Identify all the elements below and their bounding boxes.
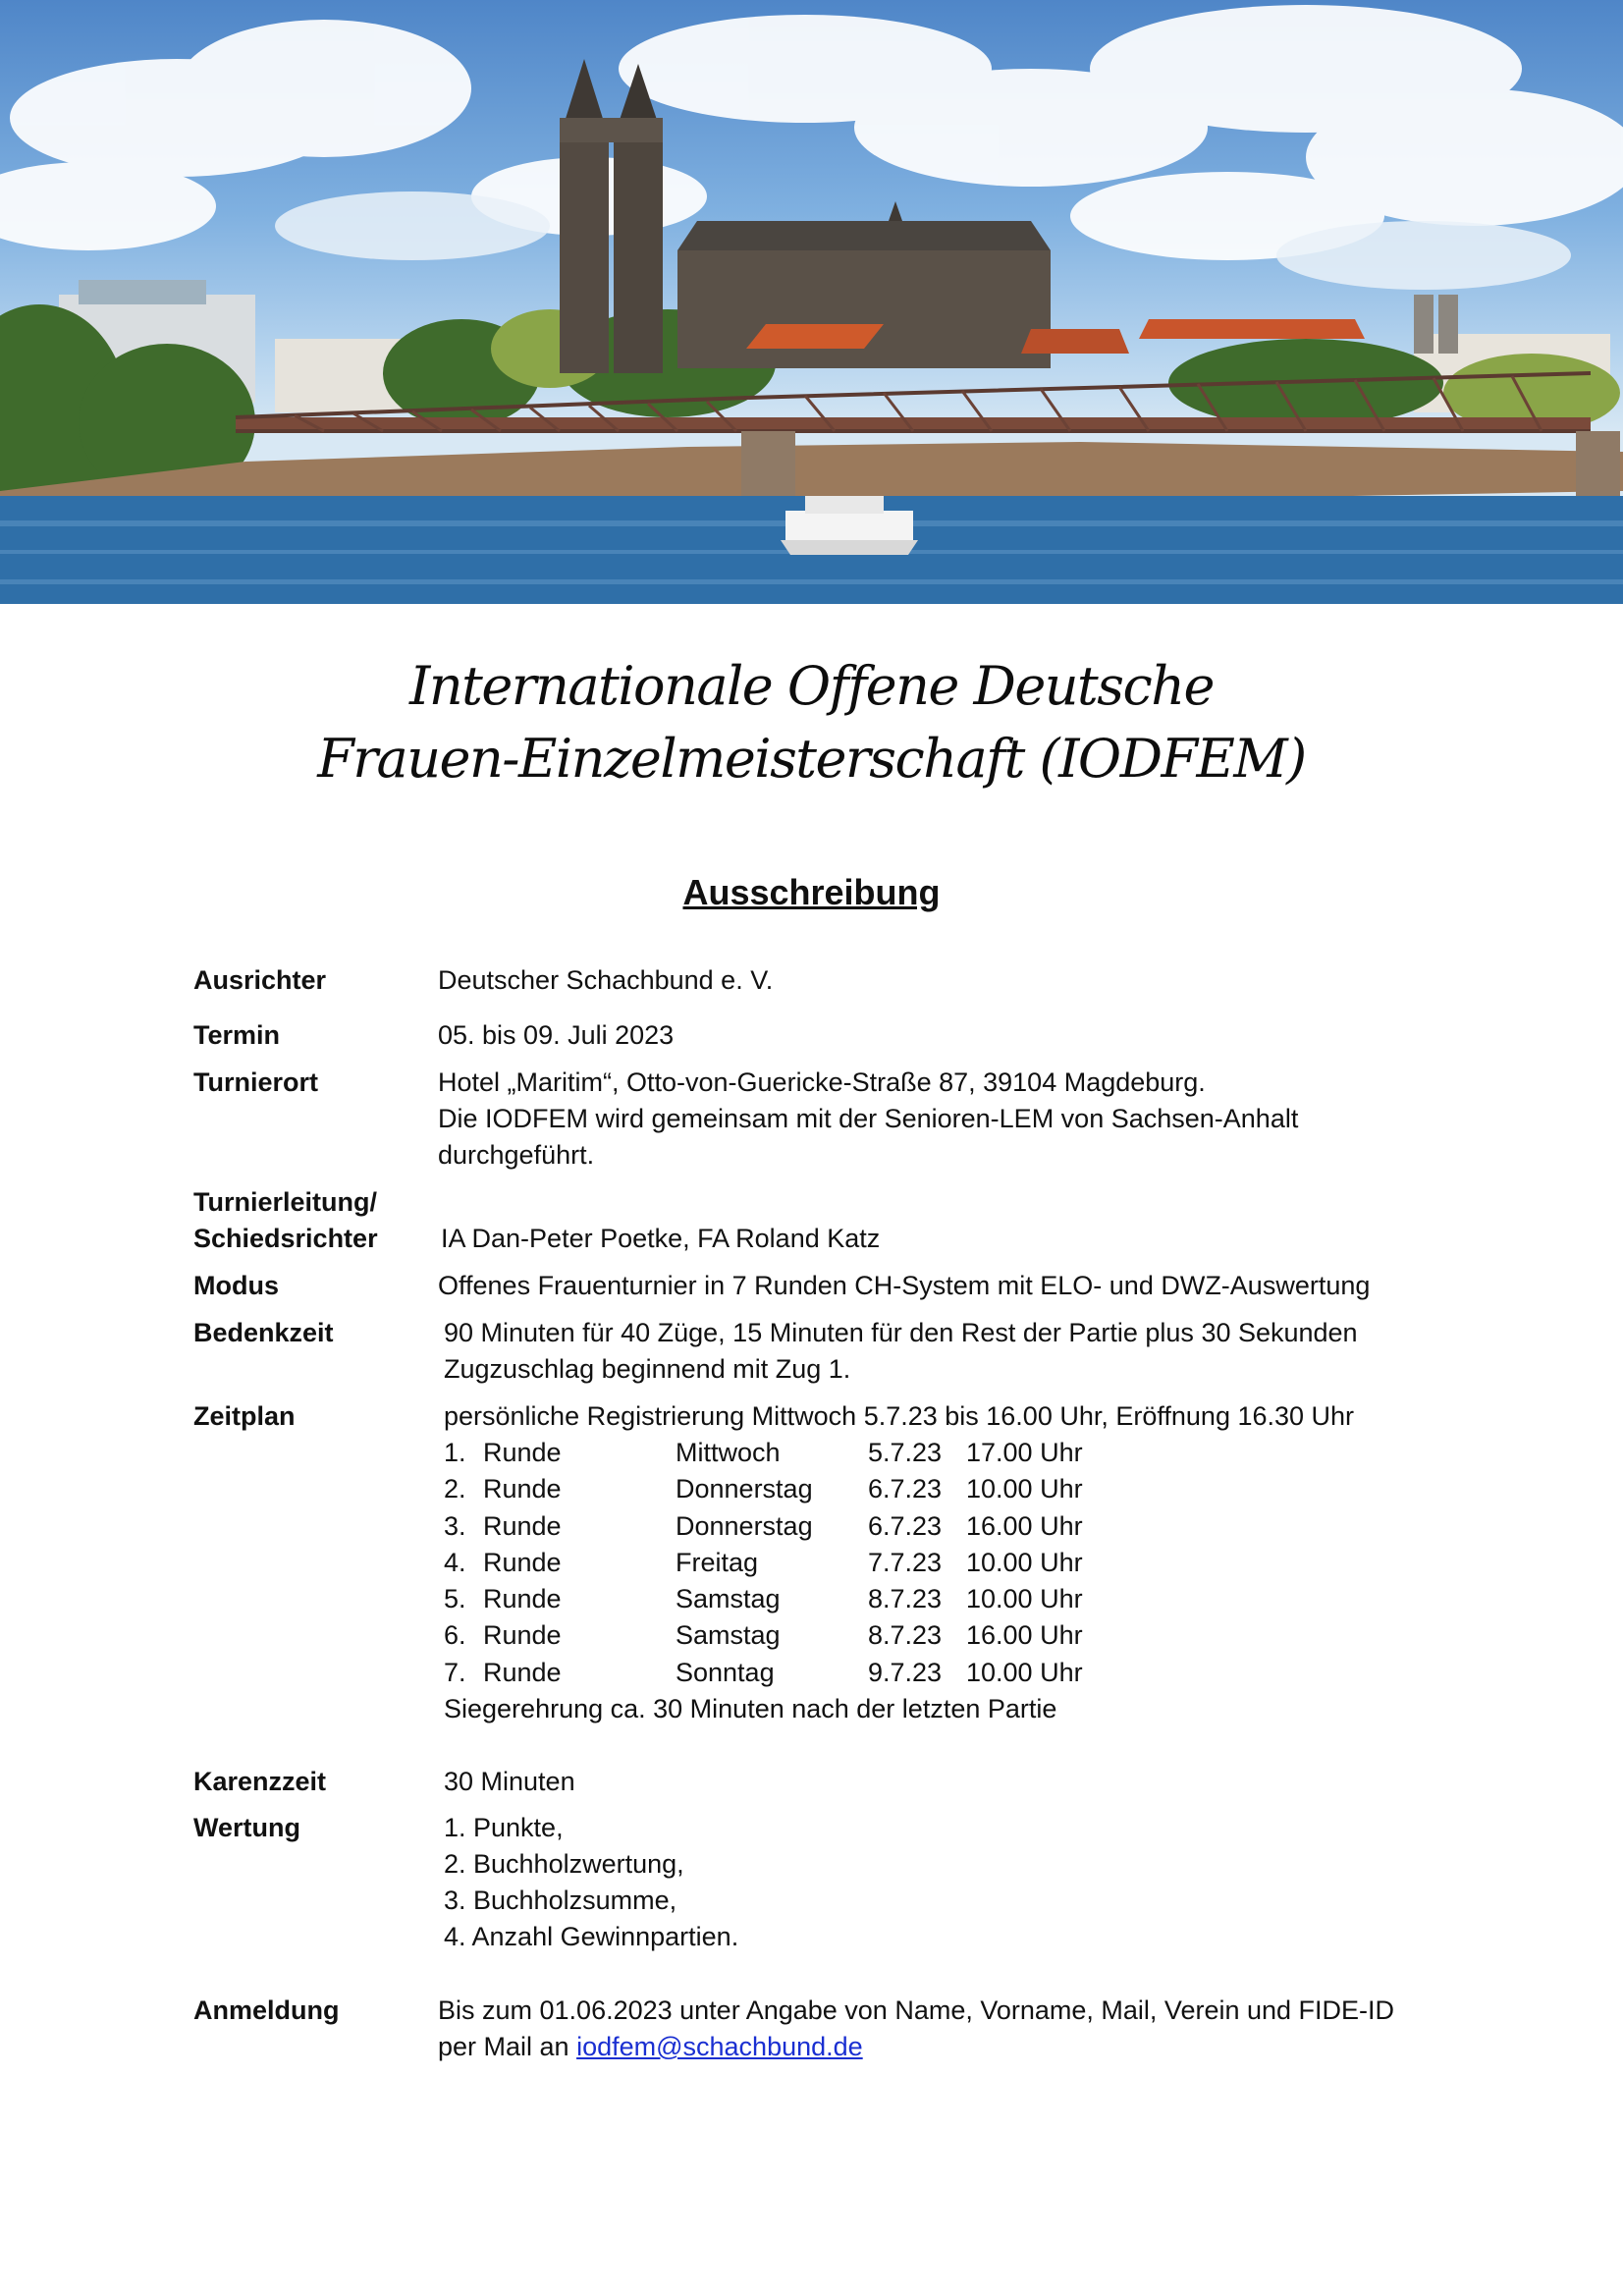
value-modus: Offenes Frauenturnier in 7 Runden CH-System mit ELO- und DWZ-Auswertung <box>438 1271 1371 1300</box>
round-number: 3. <box>444 1510 466 1541</box>
label-anmeldung: Anmeldung <box>193 1995 340 2025</box>
value-anmeldung <box>438 1993 1439 2065</box>
anmeldung-prefix: per Mail an <box>438 2032 577 2061</box>
label-turnierleitung <box>193 1184 378 1257</box>
round-day: Donnerstag <box>676 1474 813 1504</box>
round-date: 5.7.23 <box>868 1438 943 1467</box>
round-date: 6.7.23 <box>868 1474 943 1504</box>
value-bedenkzeit <box>444 1315 1445 1388</box>
round-date: 7.7.23 <box>868 1547 943 1577</box>
label-turnierleitung-line1: Turnierleitung/ <box>193 1187 377 1217</box>
page-title <box>0 650 1623 795</box>
turnierort-line: durchgeführt. <box>438 1140 595 1170</box>
round-number: 1. <box>444 1438 466 1467</box>
round-day: Samstag <box>676 1584 781 1614</box>
round-day: Sonntag <box>676 1657 775 1687</box>
anmeldung-line-2 <box>438 2029 1439 2065</box>
round-label: Runde <box>483 1438 562 1467</box>
round-label: Runde <box>483 1547 562 1577</box>
section-heading: Ausschreibung <box>682 872 941 912</box>
round-number: 2. <box>444 1474 466 1504</box>
round-number: 7. <box>444 1657 466 1687</box>
round-time: 10.00 Uhr <box>966 1474 1083 1504</box>
wertung-item: 1. Punkte, <box>444 1813 564 1842</box>
value-wertung <box>444 1810 1445 1955</box>
round-number: 5. <box>444 1584 466 1614</box>
schedule-outro-text: Siegerehrung ca. 30 Minuten nach der letzten Partie <box>444 1694 1057 1724</box>
round-date: 6.7.23 <box>868 1510 943 1541</box>
zeitplan-intro: persönliche Registrierung Mittwoch 5.7.23 bis 16.00 Uhr, Eröffnung 16.30 Uhr <box>444 1401 1355 1431</box>
label-zeitplan: Zeitplan <box>193 1401 296 1431</box>
round-number: 4. <box>444 1547 466 1577</box>
label-bedenkzeit: Bedenkzeit <box>193 1318 334 1347</box>
round-date: 8.7.23 <box>868 1584 943 1614</box>
round-number: 6. <box>444 1620 466 1651</box>
round-time: 10.00 Uhr <box>966 1657 1083 1687</box>
round-label: Runde <box>483 1474 562 1504</box>
round-time: 16.00 Uhr <box>966 1620 1083 1651</box>
wertung-item: 4. Anzahl Gewinnpartien. <box>444 1922 739 1951</box>
turnierort-line: Die IODFEM wird gemeinsam mit der Senioren-LEM von Sachsen-Anhalt <box>438 1104 1299 1133</box>
round-label: Runde <box>483 1620 562 1651</box>
round-day: Donnerstag <box>676 1510 813 1541</box>
round-time: 16.00 Uhr <box>966 1510 1083 1541</box>
label-turnierort: Turnierort <box>193 1067 318 1097</box>
title-line-2: Frauen-Einzelmeisterschaft (IODFEM) <box>317 728 1306 790</box>
header-photo <box>0 0 1623 604</box>
magdeburg-cathedral-elbe-photo <box>0 0 1623 604</box>
round-date: 8.7.23 <box>868 1620 943 1651</box>
label-turnierleitung-line2: Schiedsrichter <box>193 1224 378 1253</box>
label-termin: Termin <box>193 1020 281 1050</box>
value-turnierleitung: IA Dan-Peter Poetke, FA Roland Katz <box>441 1224 881 1253</box>
email-link[interactable]: iodfem@schachbund.de <box>576 2032 863 2061</box>
round-time: 17.00 Uhr <box>966 1438 1083 1467</box>
value-ausrichter: Deutscher Schachbund e. V. <box>438 965 774 995</box>
label-ausrichter: Ausrichter <box>193 965 327 995</box>
round-day: Freitag <box>676 1547 759 1577</box>
label-wertung: Wertung <box>193 1813 300 1842</box>
anmeldung-line-1: Bis zum 01.06.2023 unter Angabe von Name, Vorname, Mail, Verein und FIDE-ID <box>438 1995 1395 2025</box>
value-karenzzeit: 30 Minuten <box>444 1767 575 1796</box>
round-day: Mittwoch <box>676 1438 781 1467</box>
label-modus: Modus <box>193 1271 279 1300</box>
round-label: Runde <box>483 1584 562 1614</box>
bedenkzeit-line: Zugzuschlag beginnend mit Zug 1. <box>444 1354 851 1384</box>
value-turnierort <box>438 1065 1439 1174</box>
turnierort-line: Hotel „Maritim“, Otto-von-Guericke-Straße 87, 39104 Magdeburg. <box>438 1067 1206 1097</box>
round-date: 9.7.23 <box>868 1657 943 1687</box>
value-termin: 05. bis 09. Juli 2023 <box>438 1020 675 1050</box>
round-label: Runde <box>483 1510 562 1541</box>
wertung-item: 3. Buchholzsumme, <box>444 1886 677 1915</box>
round-time: 10.00 Uhr <box>966 1547 1083 1577</box>
round-time: 10.00 Uhr <box>966 1584 1083 1614</box>
round-label: Runde <box>483 1657 562 1687</box>
round-day: Samstag <box>676 1620 781 1651</box>
wertung-item: 2. Buchholzwertung, <box>444 1849 684 1879</box>
label-karenzzeit: Karenzzeit <box>193 1767 327 1796</box>
bedenkzeit-line: 90 Minuten für 40 Züge, 15 Minuten für den Rest der Partie plus 30 Sekunden <box>444 1318 1358 1347</box>
title-line-1: Internationale Offene Deutsche <box>409 655 1214 717</box>
